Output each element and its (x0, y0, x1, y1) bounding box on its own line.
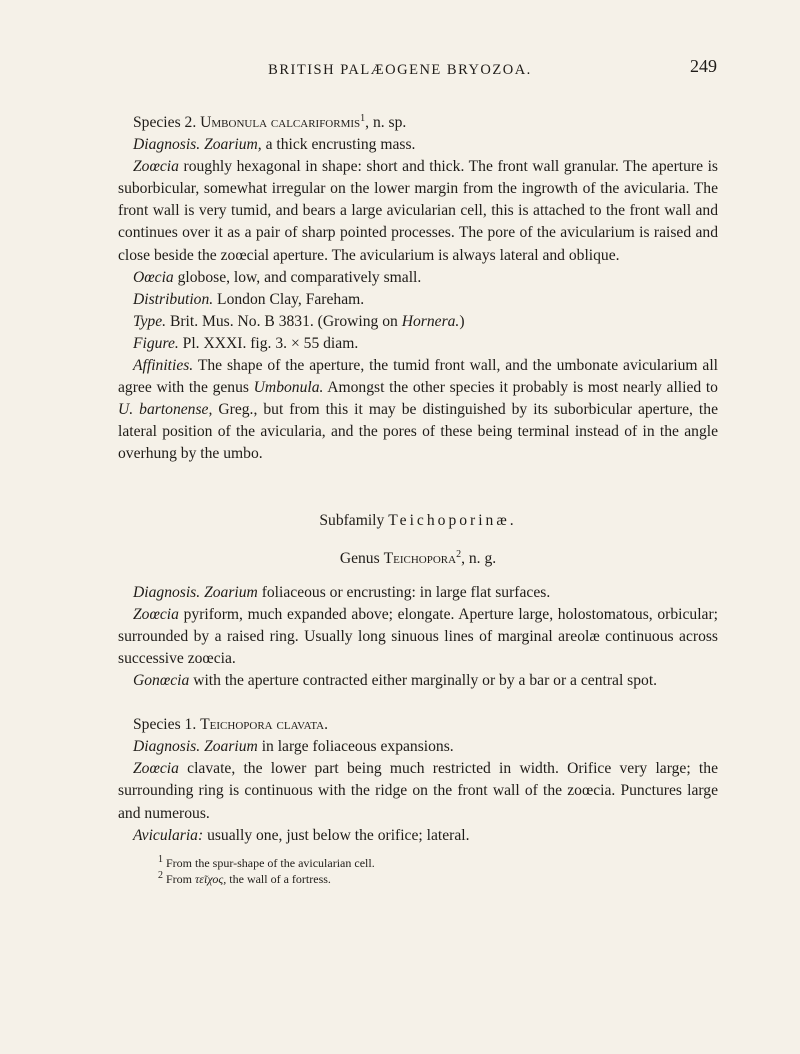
species1-heading: Species 1. Teichopora clavata. (133, 716, 329, 734)
ooecia-paragraph: Oœcia globose, low, and comparatively small. (133, 268, 422, 286)
running-title: BRITISH PALÆOGENE BRYOZOA. (268, 62, 532, 78)
type-paragraph: Type. Brit. Mus. No. B 3831. (Growing on Hornera.) (133, 312, 465, 330)
section-label: Diagnosis. (133, 136, 201, 154)
running-head (0, 52, 800, 82)
genus-gonoecia-paragraph: Gonœcia with the aperture contracted either marginally or by a bar or a central spot. (133, 672, 658, 690)
genus-name: Teichopora (383, 549, 457, 567)
species1-avicularia-paragraph: Avicularia: usually one, just below the orifice; lateral. (133, 826, 470, 844)
zooecia-paragraph: Zoœcia roughly hexagonal in shape: short and thick. The front wall granular. The aperture is suborbicular, somewhat irregular on the lower margin from the ingrowth of the avicularia. The front wall is very tumid, and bears a large avicularian cell, this is attached to the front wall and continues over it as a pair of sharp pointed processes. The pore of the avicularium is raised and close beside the zoœcial aperture. The avicularium is always lateral and oblique. (118, 158, 718, 264)
species-heading: Species 2. Umbonula calcariformis$^1$, n. sp. (133, 112, 407, 131)
genus-zooecia-paragraph: Zoœcia pyriform, much expanded above; elongate. Aperture large, holostomatous, orbicular; surrounded by a raised ring. Usually long sinuous lines of marginal areolæ continuous across successive zoœcia. (118, 605, 718, 667)
body-text (118, 112, 718, 887)
footnote-ref: 2 (456, 548, 462, 560)
genus-heading: Genus Teichopora$^2$, n. g. (339, 548, 497, 567)
species1-zooecia-paragraph: Zoœcia clavate, the lower part being much restricted in width. Orifice very large; the surrounding ring is continuous with the ridge on the front wall of the zoœcia. Punctures large and numerous. (118, 760, 718, 822)
species-name: Umbonula calcariformis (200, 114, 361, 131)
subfamily-heading: Subfamily Teichoporinæ. (319, 511, 517, 529)
species1-diagnosis-paragraph: Diagnosis. Zoarium in large foliaceous expansions. (133, 738, 454, 756)
species1-name: Teichopora clavata. (200, 716, 329, 734)
footnote-2: $^2$ From τεῖχος, the wall of a fortress. (158, 869, 331, 886)
distribution-paragraph: Distribution. London Clay, Fareham. (133, 290, 365, 308)
affinities-paragraph: Affinities. The shape of the aperture, the tumid front wall, and the umbonate avicularium all agree with the genus Umbonula. Amongst the other species it probably is most nearly allied to U. bartonense, Greg., but from this it may be distinguished by its suborbicular aperture, the lateral position of the avicularia, and the pores of these being terminal instead of in the angle overhung by the umbo. (118, 357, 718, 463)
diagnosis-paragraph: Diagnosis. Zoarium, a thick encrusting mass. (133, 136, 416, 154)
figure-paragraph: Figure. Pl. XXXI. fig. 3. × 55 diam. (133, 334, 359, 352)
subfamily-name: Teichoporinæ. (388, 511, 517, 529)
footnote-ref: 1 (360, 112, 366, 124)
page-number: 249 (690, 56, 717, 76)
genus-diagnosis-paragraph: Diagnosis. Zoarium foliaceous or encrusting: in large flat surfaces. (133, 583, 551, 601)
footnotes (118, 855, 718, 887)
footnote-1: $^1$ From the spur-shape of the avicularian cell. (158, 853, 375, 870)
